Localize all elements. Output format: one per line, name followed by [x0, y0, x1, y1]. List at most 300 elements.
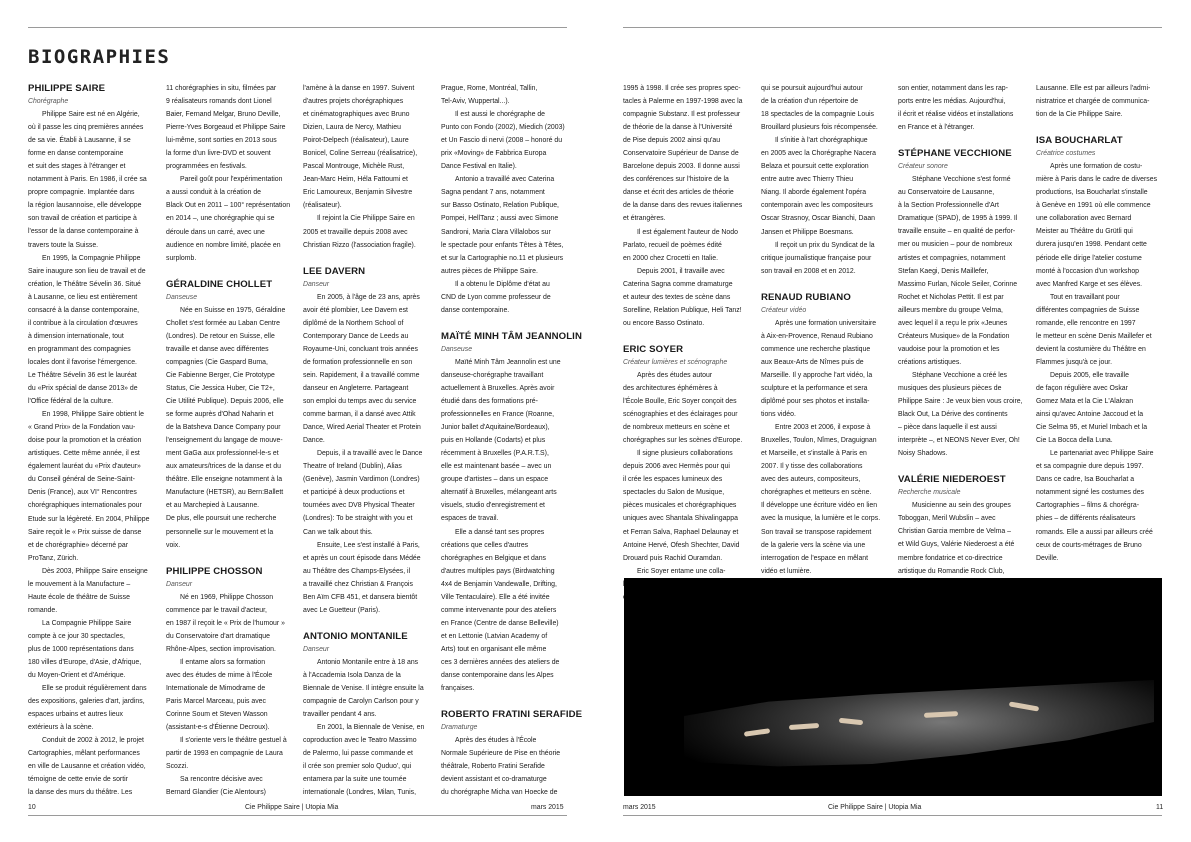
bio-paragraph: [28, 617, 160, 682]
page-number-right: 11: [1156, 804, 1164, 811]
text-line: de formation professionnelle en son: [303, 358, 413, 366]
text-line: Le Théâtre Sévelin 36 est le lauréat: [28, 371, 137, 379]
text-line: interprète –, et NEONS Never Ever, Oh!: [898, 437, 1020, 445]
text-line: Massimo Furlan, Nicole Seiler, Corinne: [898, 280, 1018, 288]
bio-paragraph: [303, 212, 435, 251]
bio-paragraph: [441, 173, 573, 277]
text-line: Depuis 2001, il travaille avec: [637, 267, 725, 275]
bio-name-heading: VALÉRIE NIEDEROEST: [898, 474, 1006, 486]
text-line: 2005 et travaille depuis 2008 avec: [303, 228, 408, 236]
text-line: Maïté Minh Tâm Jeannolin est une: [455, 358, 561, 366]
bio-role: Créateur vidéo: [761, 306, 807, 314]
text-line: Christian Garcia membre de Velma –: [898, 528, 1011, 536]
text-line: l'École Boulle, Eric Soyer conçoit des: [623, 398, 737, 406]
text-line: Drouard puis Rachid Ouramdan.: [623, 554, 723, 562]
text-line: diplômé pour ses photos et installa-: [761, 398, 870, 406]
text-line: productions, Isa Boucharlat s'installe: [1036, 189, 1148, 197]
text-line: 18 spectacles de la compagnie Louis: [761, 111, 875, 119]
text-line: l'enseignement du langage de mouve-: [166, 437, 283, 445]
bio-paragraph: [166, 173, 298, 264]
text-line: il écrit et réalise vidéos et installations: [898, 111, 1014, 119]
text-line: chorégraphes en Belgique et dans: [441, 554, 546, 562]
text-line: Cie Selma 95, et Muriel Imbach et la: [1036, 424, 1148, 432]
text-line: Belaza et poursuit cette exploration: [761, 163, 869, 171]
section-spacer: [441, 695, 573, 708]
text-line: et Un Fascio di nervi (2008 – honoré du: [441, 137, 563, 145]
text-line: vidéo et lumière.: [761, 567, 812, 575]
text-line: Cie Utilité Publique). Depuis 2006, elle: [166, 398, 284, 406]
bio-paragraph: [166, 773, 298, 799]
text-line: Sorelline, Relation Publique, Heli Tanz!: [623, 306, 742, 314]
text-line: alternatif à Bruxelles, mélangeant arts: [441, 489, 557, 497]
text-line: « Grand Prix» de la Fondation vau-: [28, 424, 136, 432]
text-line: Il a obtenu le Diplôme d'état au: [455, 280, 550, 288]
text-line: Can we talk about this.: [303, 528, 373, 536]
text-line: à Aix-en-Provence, Renaud Rubiano: [761, 332, 873, 340]
bio-name-heading: ERIC SOYER: [623, 343, 684, 355]
text-line: Philippe Saire : Je veux bien vous croire,: [898, 398, 1023, 406]
text-line: Après des études à l'École: [455, 737, 537, 745]
text-line: Il reçoit un prix du Syndicat de la: [775, 241, 875, 249]
stage-photo: [624, 578, 1162, 796]
bio-role: Danseuse: [441, 345, 473, 353]
text-line: Stéphane Vecchione s'est formé: [912, 176, 1011, 184]
text-line: autres pièces de Philippe Saire.: [441, 267, 538, 275]
text-line: compte à ce jour 30 spectacles,: [28, 632, 125, 640]
bio-paragraph: [303, 291, 435, 448]
text-line: durera jusqu'en 1998. Pendant cette: [1036, 241, 1147, 249]
text-line: Ben Aïm CFB 451, et dansera bientôt: [303, 593, 418, 601]
text-line: notamment à Paris. En 1986, il crée sa: [28, 176, 147, 184]
text-line: ailleurs membre du groupe Velma,: [898, 306, 1003, 314]
text-line: contemporain avec les compositeurs: [761, 202, 873, 210]
text-line: au Conservatoire de Lausanne,: [898, 189, 995, 197]
bio-paragraph: [166, 734, 298, 773]
bio-paragraph: [166, 82, 298, 173]
text-line: Pareil goût pour l'expérimentation: [180, 176, 283, 184]
text-line: Royaume-Uni, concluant trois années: [303, 345, 418, 353]
bio-paragraph: [1036, 82, 1168, 121]
text-line: Saire reçoit le « Prix suisse de danse: [28, 528, 142, 536]
text-line: ceux de courts-métrages de Bruno: [1036, 541, 1142, 549]
text-line: Brouillard plusieurs fois récompensée.: [761, 124, 878, 132]
text-line: à Genève en 1991 où elle commence: [1036, 202, 1151, 210]
text-line: musiques des plusieurs pièces de: [898, 384, 1002, 392]
text-line: Bernard Glandier (Cie Alentours): [166, 789, 266, 797]
text-line: de la danse dans des revues italiennes: [623, 202, 743, 210]
text-line: Pierre-Yves Borgeaud et Philippe Saire: [166, 124, 286, 132]
text-line: actuellement à Bruxelles. Après avoir: [441, 384, 555, 392]
text-line: Dans ce cadre, Isa Boucharlat a: [1036, 476, 1135, 484]
text-line: Saire inaugure son lieu de travail et de: [28, 267, 146, 275]
bio-paragraph: [761, 134, 893, 238]
section-spacer: [623, 330, 755, 343]
text-line: déroule dans un carré, avec une: [166, 228, 265, 236]
text-line: du Conservatoire d'art dramatique: [166, 632, 270, 640]
bio-paragraph: [623, 447, 755, 564]
text-column: [898, 82, 1030, 604]
text-line: extérieurs à la scène.: [28, 724, 94, 732]
bio-name-heading: MAÏTÉ MINH TÂM JEANNOLIN: [441, 330, 582, 342]
text-line: avec Manfred Karge et ses élèves.: [1036, 280, 1143, 288]
page-title: BIOGRAPHIES: [28, 46, 171, 68]
text-line: du chorégraphe Micha van Hoecke de: [441, 789, 558, 797]
text-line: Après une formation universitaire: [775, 319, 877, 327]
text-line: entamera par la suite une tournée: [303, 776, 407, 784]
text-line: Stéphane Vecchione a créé les: [912, 371, 1008, 379]
text-line: sur Basso Ostinato, Relation Publique,: [441, 202, 559, 210]
bio-paragraph: [303, 656, 435, 721]
text-line: internationale (Londres, Milan, Tunis,: [303, 789, 416, 797]
text-line: vaudoise pour la promotion et les: [898, 345, 1000, 353]
text-line: ProTanz, Zürich.: [28, 554, 79, 562]
text-line: Status, Cie Jessica Huber, Cie T2+,: [166, 384, 275, 392]
bio-role: Danseur: [303, 280, 330, 288]
text-line: créations que celles d'autres: [441, 541, 529, 549]
bio-paragraph: [28, 252, 160, 409]
text-line: Poirot-Delpech (réalisateur), Laure: [303, 137, 409, 145]
text-line: une collaboration avec Bernard: [1036, 215, 1132, 223]
section-spacer: [898, 134, 1030, 147]
text-line: et auteur des textes de scène dans: [623, 293, 731, 301]
text-line: 180 villes d'Europe, d'Asie, d'Afrique,: [28, 659, 142, 667]
text-column: [441, 82, 583, 799]
text-line: – pièce dans laquelle il est aussi: [898, 424, 997, 432]
text-line: visuels, studio d'enregistrement et: [441, 502, 545, 510]
text-line: En 2001, la Biennale de Venise, en: [317, 724, 425, 732]
text-line: en ville de Lausanne et création vidéo,: [28, 763, 146, 771]
bio-paragraph: [761, 317, 893, 421]
text-line: Dance Festival en Italie).: [441, 163, 517, 171]
text-line: Corinne Soum et Steven Wasson: [166, 711, 268, 719]
text-line: de la création d'un répertoire de: [761, 98, 859, 106]
text-line: Baier, Fernand Melgar, Bruno Deville,: [166, 111, 281, 119]
text-line: tacles à Palerme en 1997-1998 avec la: [623, 98, 743, 106]
text-line: avec la musique, la lumière et le corps.: [761, 515, 881, 523]
text-line: à dimension internationale, tout: [28, 332, 124, 340]
text-line: de la galerie vers la scène via une: [761, 541, 866, 549]
text-line: du «Prix spécial de danse 2013» de: [28, 385, 138, 393]
text-line: danse et écrit des articles de théorie: [623, 189, 734, 197]
footer-publication: Cie Philippe Saire | Utopia Mia: [245, 804, 339, 811]
text-line: Cartographies, mêlant performances: [28, 750, 140, 758]
text-line: chorégraphes et metteurs en scène.: [761, 489, 872, 497]
text-line: et Marseille, et s'installe à Paris en: [761, 450, 867, 458]
text-line: devient la costumière du Théâtre en: [1036, 345, 1146, 353]
text-line: Antonio a travaillé avec Caterina: [455, 176, 555, 184]
text-line: En 1998, Philippe Saire obtient le: [42, 411, 144, 419]
text-line: et participé à deux productions et: [303, 489, 405, 497]
text-column: [761, 82, 893, 604]
bio-paragraph: [441, 82, 573, 108]
text-line: en France et à l'étranger.: [898, 124, 975, 132]
bio-paragraph: [898, 173, 1030, 369]
text-line: chorégraphes sur les scènes d'Europe.: [623, 437, 743, 445]
text-line: Il entame alors sa formation: [180, 658, 266, 666]
lit-stage-floor: [684, 668, 1154, 788]
bottom-rule: [28, 815, 567, 816]
text-line: avoir été plombier, Lee Davern est: [303, 306, 408, 314]
bio-paragraph: [623, 82, 755, 226]
text-line: Son travail se transpose rapidement: [761, 528, 872, 536]
text-line: aux Beaux-Arts de Nîmes puis de: [761, 358, 864, 366]
bio-name-heading: STÉPHANE VECCHIONE: [898, 148, 1012, 160]
text-line: romande, elle rencontre en 1997: [1036, 319, 1136, 327]
text-line: Conservatoire Supérieur de Danse de: [623, 150, 739, 158]
bio-name-heading: RENAUD RUBIANO: [761, 291, 851, 303]
bio-role: Créateur sonore: [898, 163, 948, 171]
text-line: création, le Théâtre Sévelin 36. Situé: [28, 280, 141, 288]
text-line: professionnelles en France (Roanne,: [441, 411, 554, 419]
text-line: danse contemporaine.: [441, 306, 510, 314]
text-line: Le partenariat avec Philippe Saire: [1050, 450, 1154, 458]
text-line: il crée son premier solo Quduo', qui: [303, 763, 412, 771]
text-line: espaces de travail.: [441, 515, 499, 523]
text-line: Dance.: [303, 437, 325, 445]
text-column: [303, 82, 435, 799]
text-line: Il développe une écriture vidéo en lien: [761, 502, 878, 510]
text-line: commence une recherche plastique: [761, 345, 871, 353]
text-line: Née en Suisse en 1975, Géraldine: [180, 306, 286, 314]
text-line: avec des études de mime à l'École: [166, 671, 273, 679]
text-line: Né en 1969, Philippe Chosson: [180, 593, 274, 601]
bio-role: Danseuse: [166, 293, 198, 301]
text-line: au Théâtre des Champs-Elysées, il: [303, 567, 411, 575]
section-spacer: [761, 278, 893, 291]
text-line: Flammes jusqu'à ce jour.: [1036, 358, 1112, 366]
section-spacer: [166, 552, 298, 565]
text-line: 9 réalisateurs romands dont Lionel: [166, 98, 272, 106]
footer-publication: Cie Philippe Saire | Utopia Mia: [828, 804, 922, 811]
text-line: En 1995, la Compagnie Philippe: [42, 254, 141, 262]
bio-paragraph: [441, 526, 573, 696]
text-line: Musicienne au sein des groupes: [912, 502, 1011, 510]
text-line: avec Le Guetteur (Paris).: [303, 606, 380, 614]
bio-paragraph: [761, 239, 893, 278]
text-line: Sagna pendant 7 ans, notamment: [441, 189, 545, 197]
text-line: Cie La Bocca della Luna.: [1036, 437, 1113, 445]
bio-role: Danseur: [303, 645, 330, 653]
text-line: voix.: [166, 541, 181, 549]
text-line: et suit des stages à l'étranger et: [28, 163, 126, 171]
text-line: (Londres). De retour en Suisse, elle: [166, 332, 275, 340]
text-line: le metteur en scène Denis Maillefer et: [1036, 332, 1152, 340]
text-line: Il est aussi le chorégraphe de: [455, 111, 546, 119]
bio-name-heading: PHILIPPE SAIRE: [28, 83, 106, 94]
text-line: Créateurs Musique» de la Fondation: [898, 332, 1010, 340]
text-line: Pascal Montrouge, Michèle Rust,: [303, 163, 405, 171]
bio-role: Chorégraphe: [28, 98, 69, 105]
text-line: du Moyen-Orient et d'Amérique.: [28, 672, 126, 680]
text-line: romands. Elle a aussi par ailleurs créé: [1036, 528, 1153, 536]
text-line: Gomez Mata et la Cie L'Alakran: [1036, 398, 1134, 406]
text-line: Jean-Marc Heim, Héla Fattoumi et: [303, 176, 408, 184]
bio-paragraph: [28, 565, 160, 617]
text-line: et Wild Guys, Valérie Niederoest a été: [898, 541, 1015, 549]
text-line: La Compagnie Philippe Saire: [42, 619, 132, 627]
text-line: le mouvement à la Manufacture –: [28, 580, 131, 588]
text-line: Ville Tentaculaire). Elle a été invitée: [441, 593, 550, 601]
text-line: diplômé de la Northern School of: [303, 319, 404, 327]
text-line: Depuis, il a travaillé avec le Dance: [317, 450, 423, 458]
text-line: Dizien, Laura de Nercy, Mathieu: [303, 124, 401, 132]
section-spacer: [303, 617, 435, 630]
text-line: ainsi qu'avec Antoine Jaccoud et la: [1036, 411, 1144, 419]
text-line: groupe d'artistes – dans un espace: [441, 476, 549, 484]
text-line: Christian Rizzo (l'association fragile).: [303, 241, 416, 249]
text-line: artistes et compagnies, notamment: [898, 254, 1006, 262]
bio-paragraph: [898, 369, 1030, 460]
text-line: Rhône-Alpes, section improvisation.: [166, 645, 276, 653]
text-line: en 2014 –, une chorégraphie qui se: [166, 215, 275, 223]
text-line: l'Office fédéral de la culture.: [28, 398, 114, 406]
text-line: membre fondatrice et co-directrice: [898, 554, 1003, 562]
text-line: se forme auprès d'Ohad Naharin et: [166, 411, 274, 419]
text-line: travaille ensuite – en qualité de perfor-: [898, 228, 1016, 236]
bio-paragraph: [898, 82, 1030, 134]
bio-paragraph: [441, 108, 573, 173]
text-line: personnelle sur le mouvement et la: [166, 528, 274, 536]
bio-paragraph: [1036, 447, 1168, 564]
text-line: Haute école de théâtre de Suisse: [28, 593, 130, 601]
text-line: monté à l'occasion d'un workshop: [1036, 267, 1139, 275]
bio-paragraph: [1036, 291, 1168, 369]
bio-paragraph: [28, 682, 160, 734]
text-line: Entre 2003 et 2006, il expose à: [775, 424, 871, 432]
text-line: elle est maintenant basée – avec un: [441, 463, 552, 471]
text-line: lui-même, sont sorties en 2013 sous: [166, 137, 277, 145]
text-line: d'autres projets chorégraphiques: [303, 98, 404, 106]
bio-paragraph: [166, 656, 298, 734]
text-line: prix «Moving» de Fabbrica Europa: [441, 150, 547, 158]
text-line: en France (Centre de danse Belleville): [441, 619, 559, 627]
text-line: Dès 2003, Philippe Saire enseigne: [42, 567, 148, 575]
text-line: théâtre. Elle enseigne notamment à la: [166, 476, 283, 484]
text-line: pièces musicales et chorégraphiques: [623, 502, 737, 510]
text-line: compagnie Substanz. Il est professeur: [623, 111, 741, 119]
bio-paragraph: [28, 734, 160, 799]
text-line: avec des auteurs, compositeurs,: [761, 476, 861, 484]
text-line: de théorie de la danse à l'Université: [623, 124, 733, 132]
text-line: Pompei, HellTanz ; aussi avec Simone: [441, 215, 559, 223]
section-spacer: [166, 265, 298, 278]
bio-paragraph: [166, 512, 298, 551]
text-line: doise pour la promotion et la création: [28, 437, 142, 445]
text-line: en 2000 chez Crocetti en Italie.: [623, 254, 718, 262]
text-line: (Genève), Jasmin Vardimon (Londres): [303, 476, 420, 484]
text-line: uniques avec Shantala Shivalingappa: [623, 515, 738, 523]
text-line: Caterina Sagna comme dramaturge: [623, 280, 733, 288]
bio-name-heading: ROBERTO FRATINI SERAFIDE: [441, 709, 583, 721]
text-line: notamment signé les costumes des: [1036, 489, 1145, 497]
text-line: la région lausannoise, elle développe: [28, 202, 142, 210]
text-line: Bruxelles, Toulon, Nîmes, Draguignan: [761, 437, 877, 445]
text-line: Biennale de Venise. Il intègre ensuite la: [303, 684, 424, 692]
footer-date: mars 2015: [623, 804, 656, 811]
text-line: l'amène à la danse en 1997. Suivent: [303, 85, 415, 92]
text-line: Il signe plusieurs collaborations: [637, 450, 733, 458]
text-line: Scozzi.: [166, 763, 189, 771]
text-line: le spectacle pour enfants Têtes à Têtes,: [441, 241, 564, 249]
bottom-rule: [623, 815, 1162, 816]
text-line: également lauréat du «Prix d'auteur»: [28, 463, 141, 471]
text-line: Lausanne. Elle est par ailleurs l'admi-: [1036, 85, 1151, 92]
text-line: la forme d'un livre-DVD et souvent: [166, 150, 271, 158]
text-line: récemment à Bruxelles (P.A.R.T.S),: [441, 450, 549, 458]
text-line: mière à Paris dans le cadre de diverses: [1036, 176, 1158, 184]
text-line: devient assistant et co-dramaturge: [441, 776, 547, 784]
page-number-left: 10: [28, 804, 36, 811]
text-line: et étrangères.: [623, 215, 666, 223]
text-line: Dance, Wired Aerial Theater et Protein: [303, 424, 421, 432]
text-line: scénographies et des éclairages pour: [623, 411, 738, 419]
bio-paragraph: [761, 421, 893, 578]
left-page: [0, 0, 595, 842]
text-line: CND de Lyon comme professeur de: [441, 293, 551, 301]
section-spacer: [898, 460, 1030, 473]
text-line: en programmant des compagnies: [28, 345, 131, 353]
text-line: propre compagnie. Implantée dans: [28, 189, 135, 197]
text-line: son travail en 2008 et en 2012.: [761, 267, 856, 275]
text-line: chorégraphiques internationales pour: [28, 502, 142, 510]
bio-paragraph: [166, 591, 298, 656]
text-line: plus de 1000 représentations dans: [28, 645, 134, 653]
text-line: Bonicel, Coline Serreau (réalisatrice),: [303, 150, 418, 158]
text-line: Contemporary Dance de Leeds au: [303, 332, 409, 340]
text-line: Il est également l'auteur de Nodo: [637, 228, 738, 236]
bio-paragraph: [1036, 369, 1168, 447]
text-column: [1036, 82, 1168, 565]
text-line: sculpture et la performance et sera: [761, 384, 868, 392]
bio-role: Danseur: [166, 580, 193, 588]
text-line: Depuis 2005, elle travaille: [1050, 371, 1129, 379]
bio-name-heading: GÉRALDINE CHOLLET: [166, 278, 273, 290]
text-line: Jansen et Philippe Boesmans.: [761, 228, 854, 236]
text-line: créations artistiques.: [898, 358, 962, 366]
footer-date: mars 2015: [531, 804, 564, 811]
bio-name-heading: LEE DAVERN: [303, 265, 366, 277]
bio-role: Recherche musicale: [898, 489, 961, 497]
text-line: travaille et danse avec différentes: [166, 345, 269, 353]
text-line: Meister au Théâtre du Grütli qui: [1036, 228, 1133, 236]
text-line: locales dont il favorise l'émergence.: [28, 358, 137, 366]
text-line: la danse des murs du théâtre. Les: [28, 789, 133, 797]
text-line: (réalisateur).: [303, 202, 342, 210]
text-line: spectacles du Salon de Musique,: [623, 489, 725, 497]
bio-role: Créateur lumières et scénographe: [623, 358, 728, 366]
bio-paragraph: [441, 734, 573, 799]
text-line: (assistant-e-s d'Étienne Decroux).: [166, 724, 270, 732]
text-line: avec lequel il a reçu le prix «Jeunes: [898, 319, 1008, 327]
text-line: témoigne de cette envie de sortir: [28, 776, 128, 784]
text-line: De plus, elle poursuit une recherche: [166, 515, 277, 523]
text-line: du Conseil général de Seine-Saint-: [28, 476, 135, 484]
text-line: consacré à la danse contemporaine,: [28, 306, 140, 314]
text-line: puis en Hollande (Codarts) et plus: [441, 437, 546, 445]
text-line: période elle dirige l'atelier costume: [1036, 254, 1142, 262]
text-line: Antoine Hervé, Ofesh Shechter, David: [623, 541, 740, 549]
text-line: a aussi conduit à la création de: [166, 189, 261, 197]
text-line: il crée les espaces lumineux des: [623, 476, 723, 484]
text-line: 1995 à 1998. Il crée ses propres spec-: [623, 85, 741, 92]
text-line: son emploi du temps avec du service: [303, 398, 417, 406]
bio-paragraph: [761, 82, 893, 134]
text-line: aux amateurs/trices de la danse et du: [166, 463, 281, 471]
text-line: compagnie de Carolyn Carlson pour y: [303, 698, 419, 706]
text-line: de façon régulière avec Oskar: [1036, 384, 1128, 392]
text-line: En 2005, à l'âge de 23 ans, après: [317, 293, 420, 301]
text-line: Après une formation de costu-: [1050, 163, 1143, 171]
